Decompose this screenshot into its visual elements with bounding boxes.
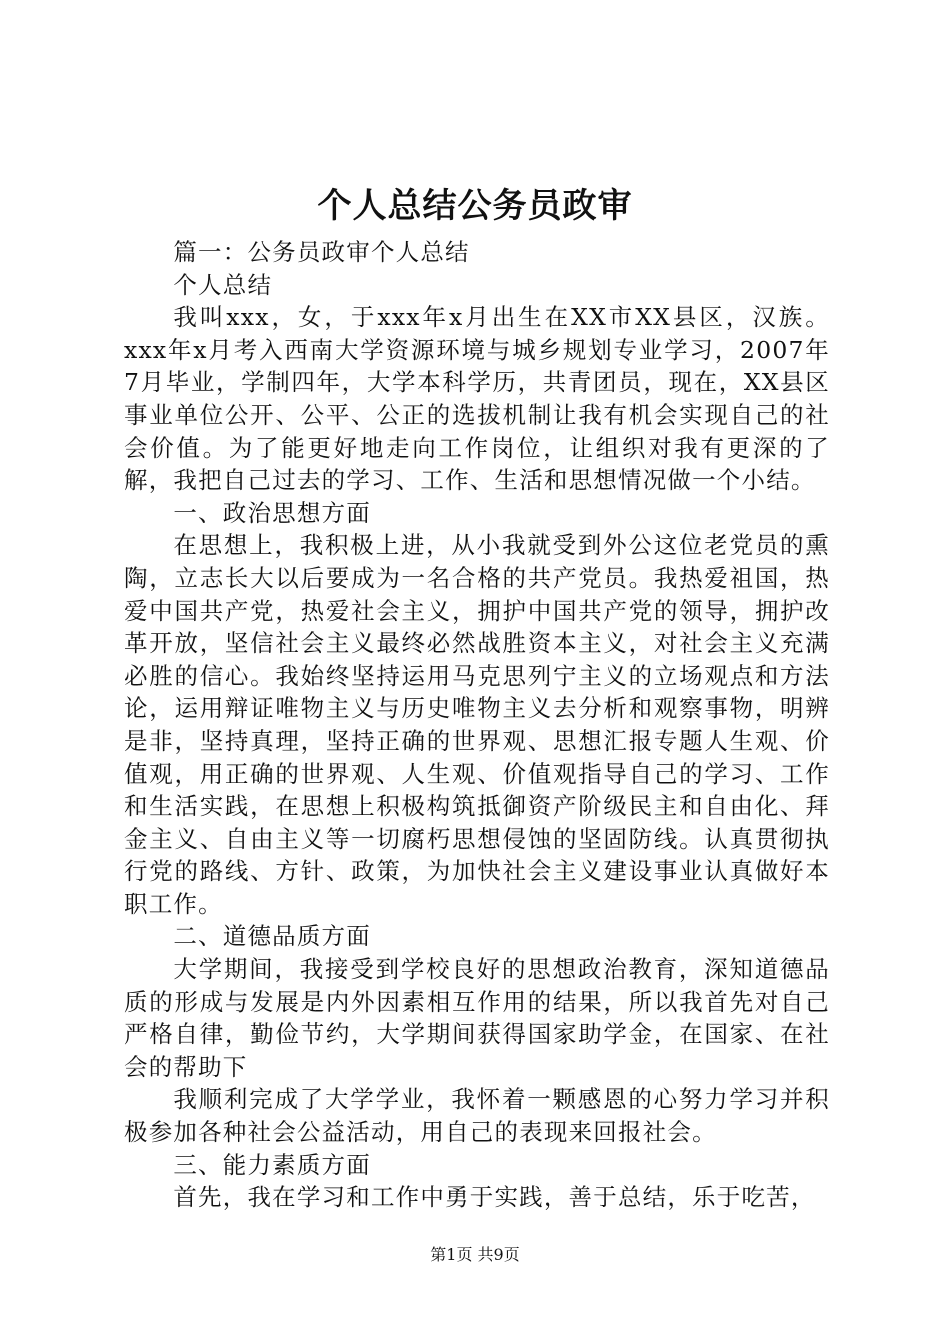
section-heading: 二、道德品质方面 <box>173 922 371 951</box>
page-number-footer: 第1页 共9页 <box>430 1245 520 1264</box>
document-title: 个人总结公务员政审 <box>317 186 633 226</box>
section-heading: 一、政治思想方面 <box>173 498 371 527</box>
body-paragraph: 我叫xxx，女，于xxx年x月出生在XX市XX县区，汉族。xxx年x月考入西南大学资源环境与城乡规划专业学习，2007年7月毕业，学制四年，大学本科学历，共青团员，现在，XX县区事业单位公开、公平、公正的选拔机制让我有机会实现自己的社会价值。为了能更好地走向工作岗位，让组织对我有更深的了解，我把自己过去的学习、工作、生活和思想情况做一个小结。 <box>124 303 830 495</box>
body-paragraph: 我顺利完成了大学学业，我怀着一颗感恩的心努力学习并积极参加各种社会公益活动，用自己的表现来回报社会。 <box>124 1085 830 1147</box>
body-paragraph: 大学期间，我接受到学校良好的思想政治教育，深知道德品质的形成与发展是内外因素相互作用的结果，所以我首先对自己严格自律，勤俭节约，大学期间获得国家助学金，在国家、在社会的帮助下 <box>124 955 830 1081</box>
section-heading: 个人总结 <box>173 270 273 299</box>
section-heading: 三、能力素质方面 <box>173 1150 371 1179</box>
body-paragraph: 首先，我在学习和工作中勇于实践，善于总结，乐于吃苦， <box>173 1183 816 1212</box>
body-paragraph: 在思想上，我积极上进，从小我就受到外公这位老党员的熏陶，立志长大以后要成为一名合格的共产党员。我热爱祖国，热爱中国共产党，热爱社会主义，拥护中国共产党的领导，拥护改革开放，坚信社会主义最终必然战胜资本主义，对社会主义充满必胜的信心。我始终坚持运用马克思列宁主义的立场观点和方法论，运用辩证唯物主义与历史唯物主义去分析和观察事物，明辨是非，坚持真理，坚持正确的世界观、思想汇报专题人生观、价值观，用正确的世界观、人生观、价值观指导自己的学习、工作和生活实践，在思想上积极构筑抵御资产阶级民主和自由化、拜金主义、自由主义等一切腐朽思想侵蚀的坚固防线。认真贯彻执行党的路线、方针、政策，为加快社会主义建设事业认真做好本职工作。 <box>124 531 830 918</box>
document-body <box>124 236 830 1214</box>
section-heading: 篇一：公务员政审个人总结 <box>173 238 470 266</box>
